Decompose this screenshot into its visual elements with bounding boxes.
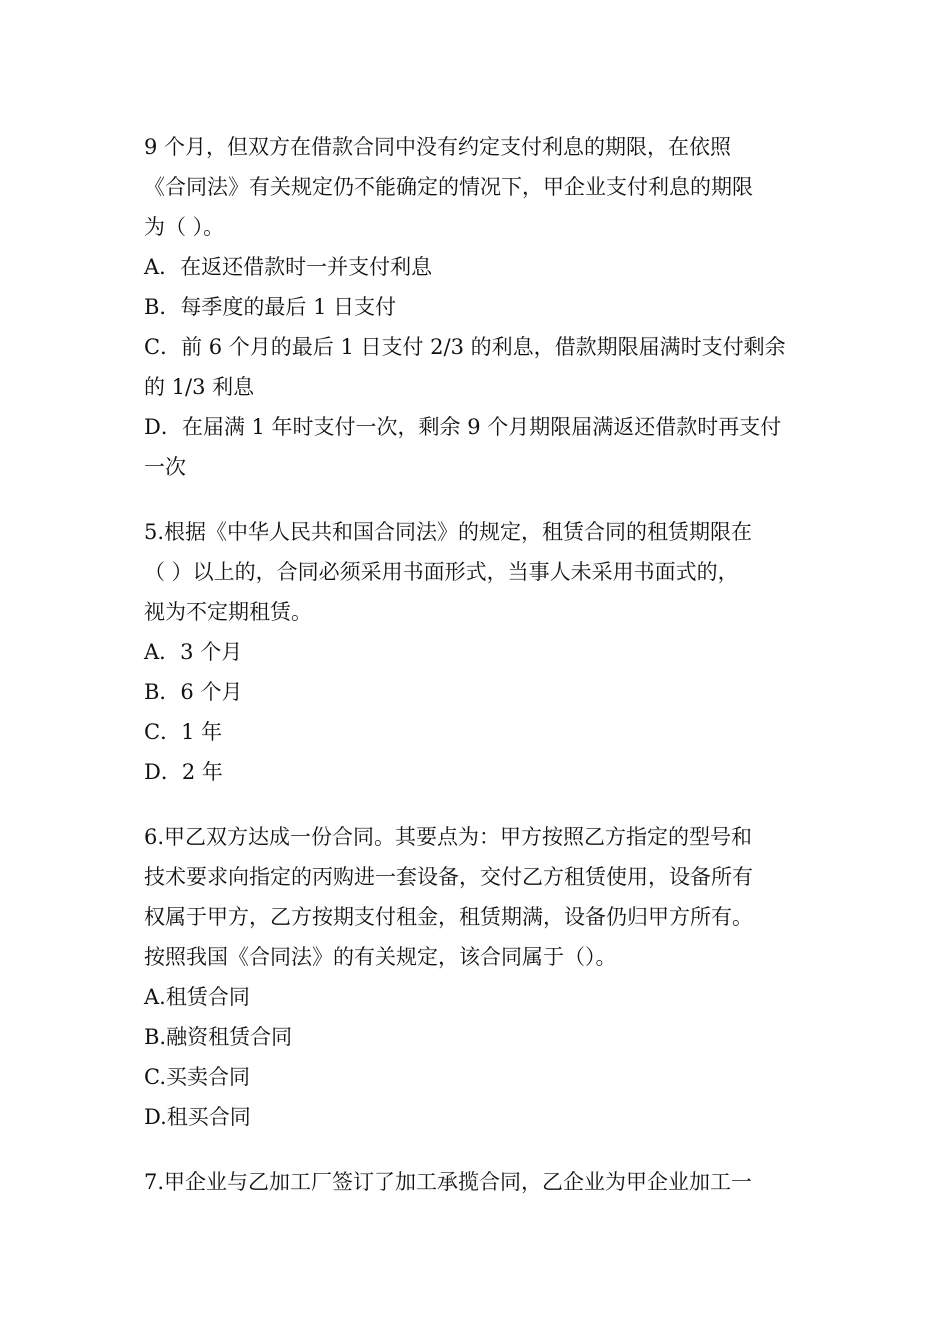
q4-option-d-cont: 一次 [144,455,186,479]
q6-stem-line-1: 6.甲乙双方达成一份合同。其要点为：甲方按照乙方指定的型号和 [144,825,753,849]
q6-option-c: C.买卖合同 [144,1065,250,1089]
q6-stem-line-2: 技术要求向指定的丙购进一套设备，交付乙方租赁使用，设备所有 [144,865,753,889]
q4-stem-line-2: 《合同法》有关规定仍不能确定的情况下，甲企业支付利息的期限 [144,175,753,199]
q6-stem-line-3: 权属于甲方，乙方按期支付租金，租赁期满，设备仍归甲方所有。 [144,905,753,929]
q5-stem-line-2: （ ）以上的，合同必须采用书面形式，当事人未采用书面式的， [144,560,739,584]
q4-option-b: B．每季度的最后 1 日支付 [144,295,397,319]
q6-stem-line-4: 按照我国《合同法》的有关规定，该合同属于（）。 [144,945,617,969]
q5-option-c: C．1 年 [144,720,223,744]
q4-option-c: C．前 6 个月的最后 1 日支付 2/3 的利息，借款期限届满时支付剩余 [144,335,786,359]
q6-option-d: D.租买合同 [144,1105,251,1129]
q5-option-a: A．3 个月 [144,640,243,664]
q7-stem-line-1: 7.甲企业与乙加工厂签订了加工承揽合同，乙企业为甲企业加工一 [144,1170,753,1194]
q5-option-d: D．2 年 [144,760,223,784]
q6-option-b: B.融资租赁合同 [144,1025,293,1049]
q4-option-c-cont: 的 1/3 利息 [144,375,255,399]
q5-stem-line-1: 5.根据《中华人民共和国合同法》的规定，租赁合同的租赁期限在 [144,520,753,544]
q4-option-d: D．在届满 1 年时支付一次，剩余 9 个月期限届满返还借款时再支付 [144,415,782,439]
q5-stem-line-3: 视为不定期租赁。 [144,600,312,624]
q4-stem-line-1: 9 个月，但双方在借款合同中没有约定支付利息的期限，在依照 [144,135,732,159]
q4-stem-line-3: 为（ ）。 [144,215,225,239]
q6-option-a: A.租赁合同 [144,985,250,1009]
q5-option-b: B．6 个月 [144,680,243,704]
q4-option-a: A．在返还借款时一并支付利息 [144,255,433,279]
